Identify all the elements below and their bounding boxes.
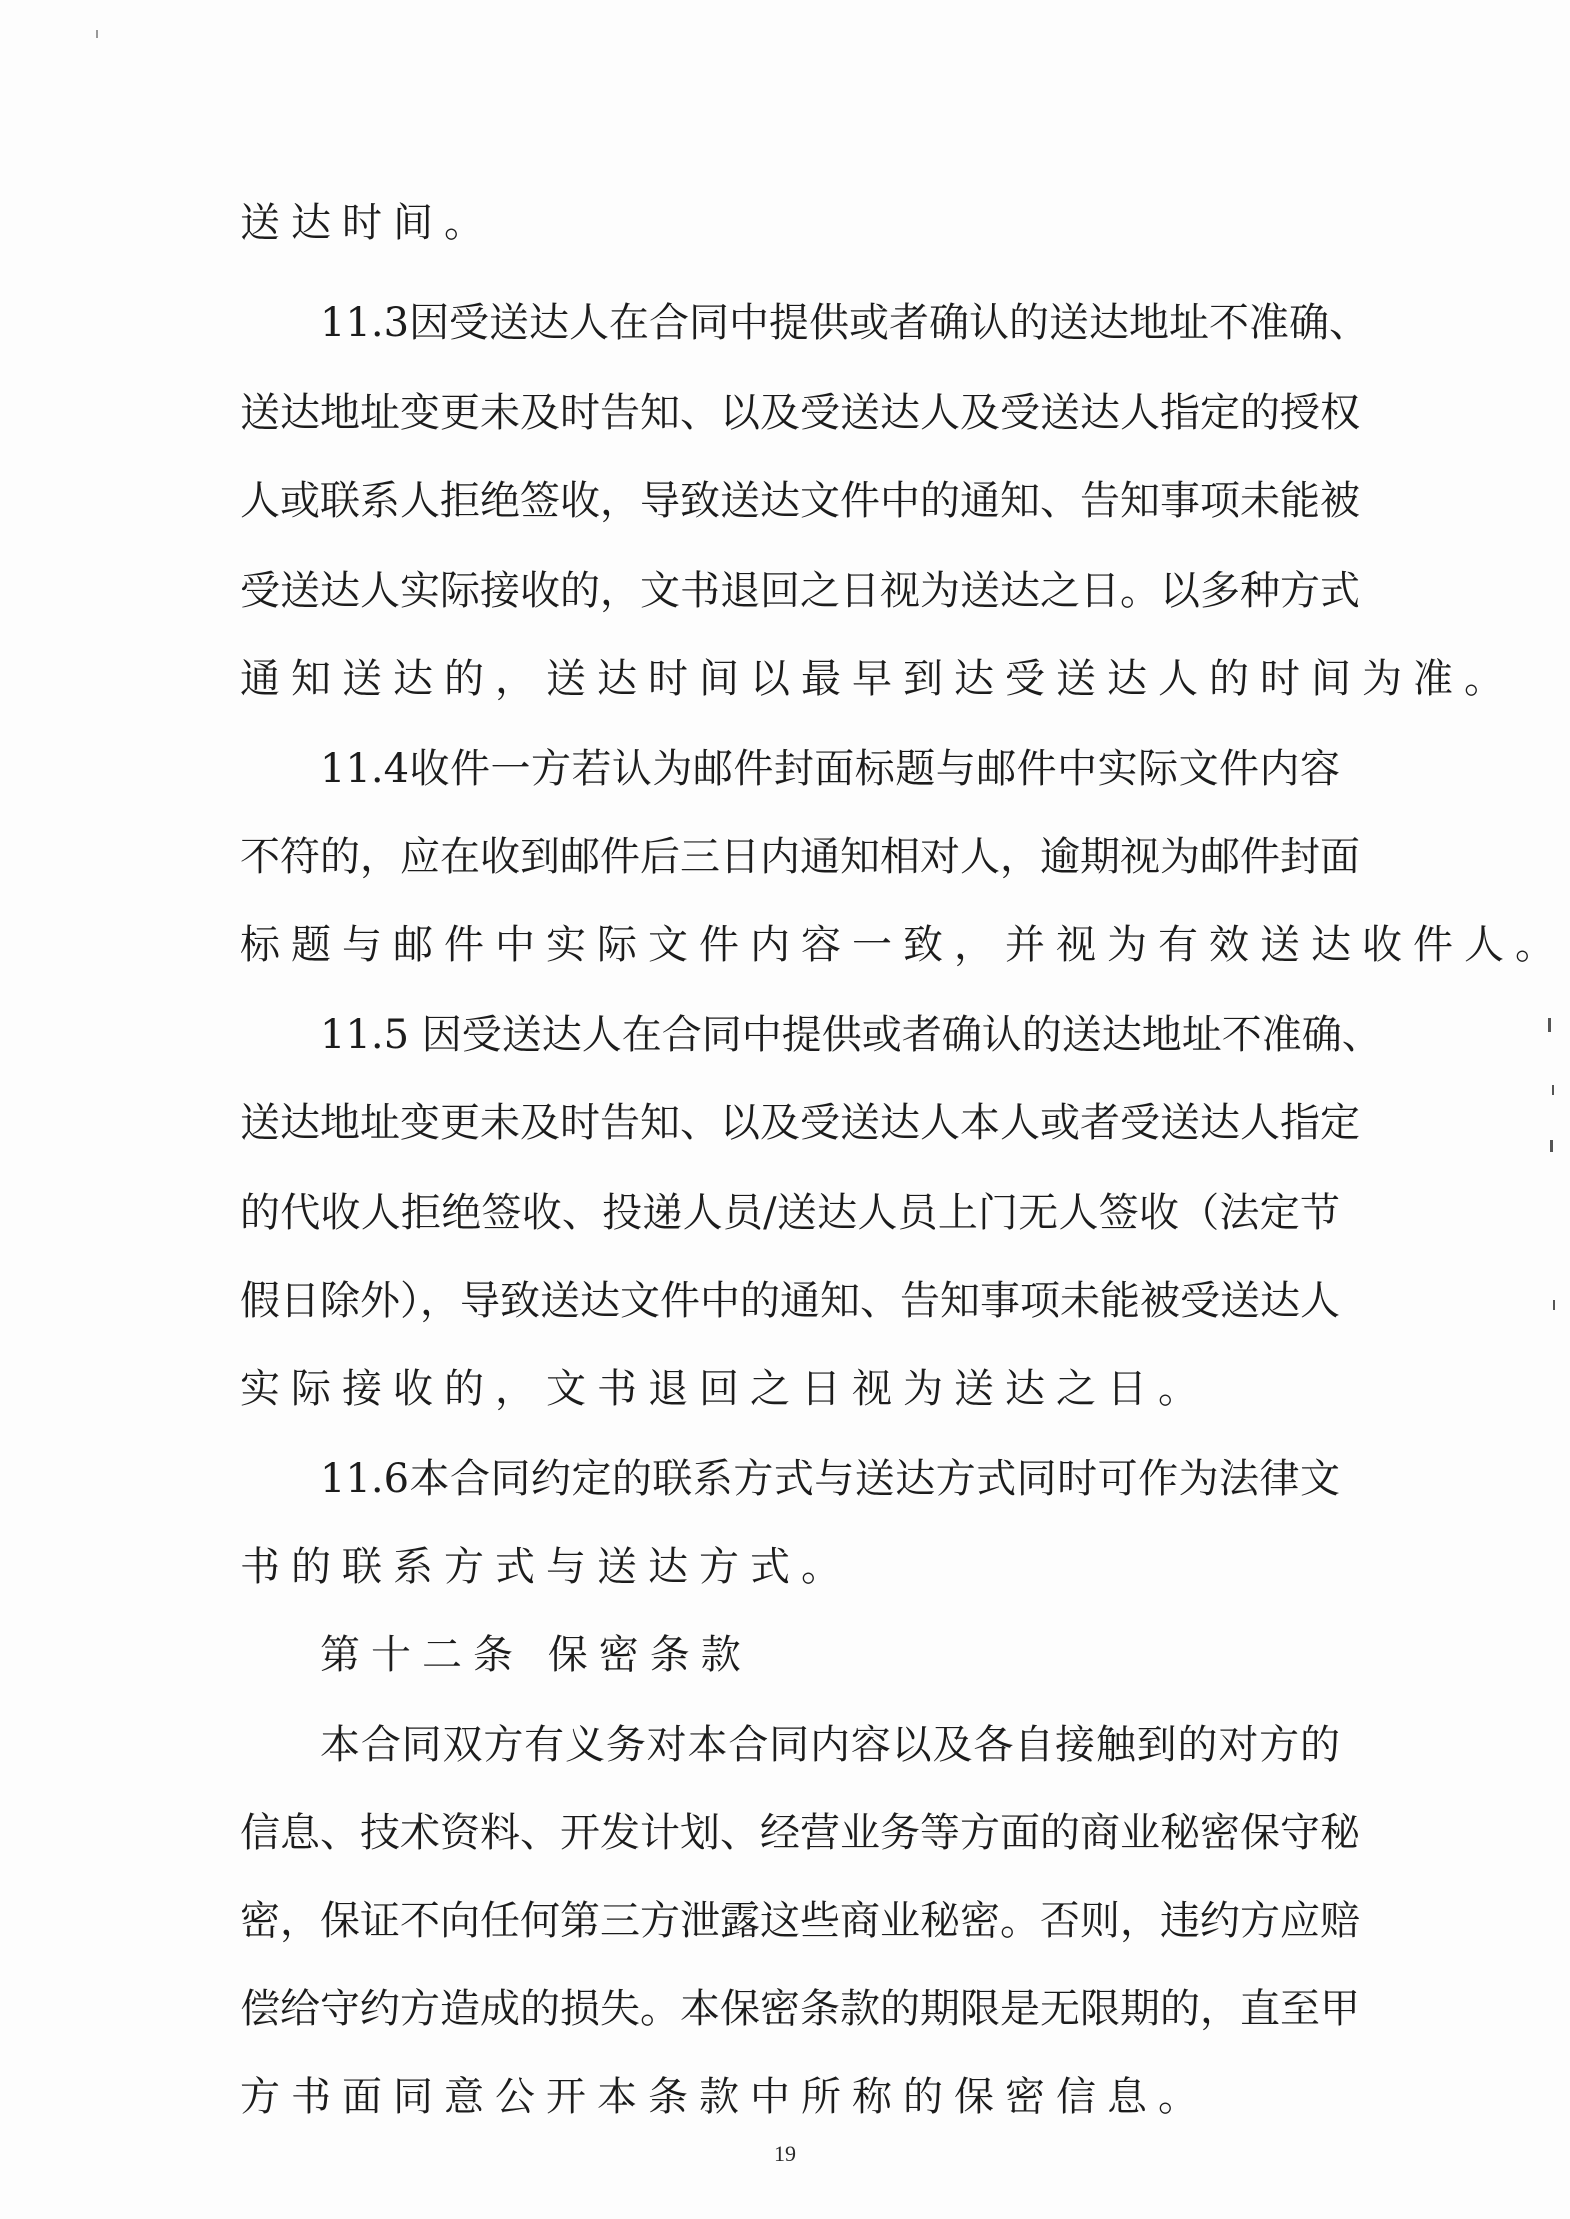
clause-11-3-line-1: 11.3因受送达人在合同中提供或者确认的送达地址不准确、 xyxy=(320,300,1370,346)
clause-11-3-line-4: 受送达人实际接收的，文书退回之日视为送达之日。以多种方式 xyxy=(240,568,1360,614)
article-12-line-1: 本合同双方有义务对本合同内容以及各自接触到的对方的 xyxy=(320,1722,1340,1768)
clause-11-5-line-5: 实际接收的，文书退回之日视为送达之日。 xyxy=(240,1366,1209,1412)
scan-artifact-3 xyxy=(1550,1140,1553,1152)
scan-artifact-4 xyxy=(1553,1300,1555,1310)
article-12-heading: 第十二条 保密条款 xyxy=(320,1632,752,1678)
clause-11-3-line-2: 送达地址变更未及时告知、以及受送达人及受送达人指定的授权 xyxy=(240,390,1360,436)
clause-11-4-line-3: 标题与邮件中实际文件内容一致，并视为有效送达收件人。 xyxy=(240,922,1566,968)
clause-11-5-line-1: 11.5 因受送达人在合同中提供或者确认的送达地址不准确、 xyxy=(320,1012,1382,1058)
scan-artifact-1 xyxy=(1548,1018,1551,1032)
scan-artifact-5 xyxy=(96,30,98,38)
article-12-line-5: 方书面同意公开本条款中所称的保密信息。 xyxy=(240,2074,1209,2120)
clause-11-4-line-2: 不符的，应在收到邮件后三日内通知相对人，逾期视为邮件封面 xyxy=(240,834,1360,880)
clause-11-5-line-3: 的代收人拒绝签收、投递人员/送达人员上门无人签收（法定节 xyxy=(240,1190,1340,1236)
clause-11-3-line-3: 人或联系人拒绝签收，导致送达文件中的通知、告知事项未能被 xyxy=(240,478,1360,524)
clause-11-6-line-1: 11.6本合同约定的联系方式与送达方式同时可作为法律文 xyxy=(320,1456,1340,1502)
article-12-line-2: 信息、技术资料、开发计划、经营业务等方面的商业秘密保守秘 xyxy=(240,1810,1360,1856)
clause-11-5-line-4: 假日除外），导致送达文件中的通知、告知事项未能被受送达人 xyxy=(240,1278,1340,1324)
clause-11-5-line-2: 送达地址变更未及时告知、以及受送达人本人或者受送达人指定 xyxy=(240,1100,1360,1146)
text-line-1: 送达时间。 xyxy=(240,200,495,246)
article-12-line-4: 偿给守约方造成的损失。本保密条款的期限是无限期的，直至甲 xyxy=(240,1986,1360,2032)
page-number: 19 xyxy=(774,2141,796,2166)
clause-11-6-line-2: 书的联系方式与送达方式。 xyxy=(240,1544,852,1590)
scan-artifact-2 xyxy=(1552,1085,1554,1095)
clause-11-4-line-1: 11.4收件一方若认为邮件封面标题与邮件中实际文件内容 xyxy=(320,746,1340,792)
clause-11-3-line-5: 通知送达的，送达时间以最早到达受送达人的时间为准。 xyxy=(240,656,1515,702)
article-12-line-3: 密，保证不向任何第三方泄露这些商业秘密。否则，违约方应赔 xyxy=(240,1898,1360,1944)
